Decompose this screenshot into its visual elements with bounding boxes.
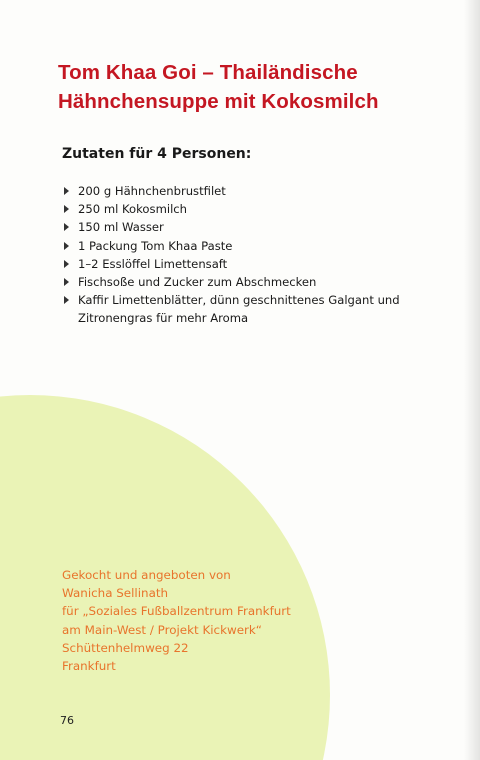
ingredient-item	[62, 182, 442, 200]
triangle-bullet-icon	[64, 187, 69, 195]
ingredient-text: 250 ml Kokosmilch	[78, 202, 188, 217]
ingredient-item	[62, 237, 442, 255]
ingredient-item	[62, 200, 442, 218]
credit-cook-name: Wanicha Sellinath	[62, 586, 169, 601]
recipe-title	[58, 58, 458, 116]
ingredient-text: Fischsoße und Zucker zum Abschmecken	[78, 275, 317, 290]
triangle-bullet-icon	[64, 278, 69, 286]
ingredient-text: 1–2 Esslöffel Limettensaft	[78, 256, 228, 271]
ingredient-text: 200 g Hähnchenbrustfilet	[78, 184, 226, 198]
credit-line: Gekocht und angeboten von	[62, 568, 231, 582]
recipe-title-line-1: Tom Khaa Goi – Thailändische	[58, 61, 358, 84]
ingredient-item	[62, 255, 442, 273]
recipe-title-line-2: Hähnchensuppe mit Kokosmilch	[58, 90, 379, 113]
triangle-bullet-icon	[64, 205, 69, 213]
ingredient-text: Kaffir Limettenblätter, dünn geschnittenes Galgant und Zitronengras für mehr Aroma	[78, 293, 400, 326]
ingredients-list	[62, 182, 442, 328]
triangle-bullet-icon	[64, 242, 69, 250]
ingredient-text: 150 ml Wasser	[78, 220, 164, 235]
triangle-bullet-icon	[64, 296, 69, 304]
cook-credit	[62, 566, 392, 675]
ingredient-text: 1 Packung Tom Khaa Paste	[78, 238, 233, 253]
ingredient-item	[62, 291, 442, 327]
credit-line: am Main-West / Projekt Kickwerk“	[62, 622, 262, 637]
ingredients-heading: Zutaten für 4 Personen:	[62, 146, 252, 162]
triangle-bullet-icon	[64, 223, 69, 231]
page-number: 76	[60, 714, 74, 727]
triangle-bullet-icon	[64, 260, 69, 268]
credit-line: für „Soziales Fußballzentrum Frankfurt	[62, 604, 291, 619]
ingredient-item	[62, 273, 442, 291]
page-edge-shadow	[464, 0, 480, 760]
ingredient-item	[62, 218, 442, 236]
credit-address: Schüttenhelmweg 22	[62, 640, 189, 655]
credit-city: Frankfurt	[62, 659, 116, 674]
